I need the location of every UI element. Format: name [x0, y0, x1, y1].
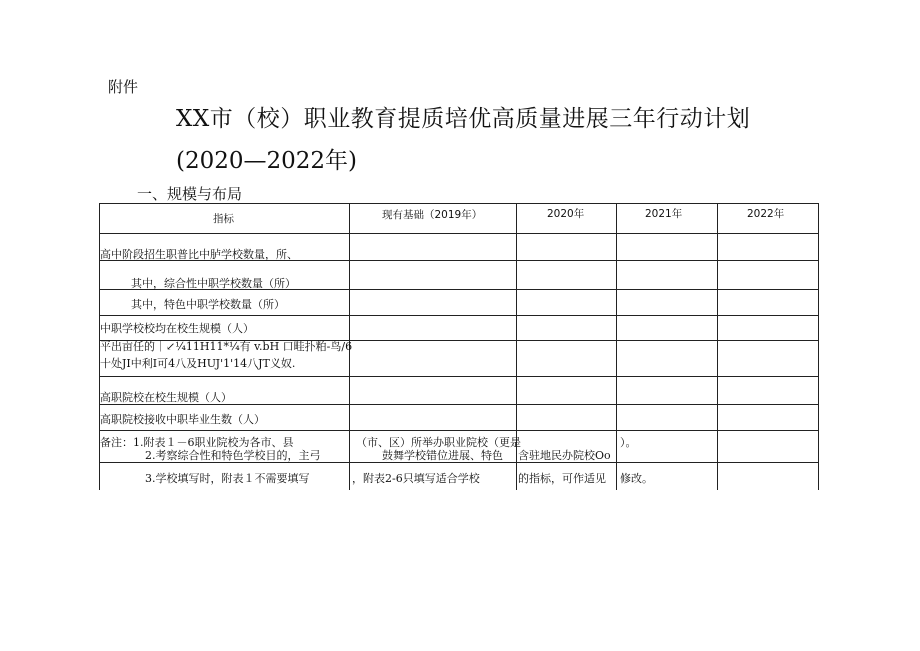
note-text: 3.学校填写时，附表１不需要填写: [145, 472, 310, 485]
header-2021: 2021年: [645, 208, 683, 220]
header-2020: 2020年: [547, 208, 585, 220]
note-text: 含驻地民办院校Oo: [518, 449, 611, 462]
note-text: 鼓舞学校错位进展、特色: [382, 449, 503, 462]
note-text: 备注：1.附表１－6职业院校为各市、县: [100, 436, 294, 449]
row-label: 平出亩任的｜↙¼11H11*¼有 v.bH 口畦扑粕-鸟/6: [100, 340, 353, 353]
row-label: 其中，特色中职学校数量（所）: [131, 298, 285, 311]
table-rule: [99, 430, 818, 431]
row-label: 十处JI中利I可4八及HUJ'1'14八JT义奴.: [100, 357, 296, 370]
table-border-top: [99, 203, 818, 204]
note-text: ）。: [620, 436, 637, 449]
table-rule: [99, 233, 818, 234]
note-text: ，附表2-6只填写适合学校: [352, 472, 480, 485]
row-label: 中职学校校均在校生规模（人）: [100, 322, 254, 335]
header-baseline-2019: 现有基础（2019年）: [382, 209, 483, 221]
table-rule: [99, 315, 818, 316]
table-rule: [99, 376, 818, 377]
row-label: 高职院校接收中职毕业生数（人）: [100, 413, 265, 426]
section-heading: 一、规模与布局: [137, 185, 243, 203]
row-label: 高中阶段招生职普比中胪学校数量，所、: [100, 248, 298, 261]
row-label: 其中，综合性中职学校数量（所）: [131, 277, 296, 290]
header-indicator: 指标: [213, 213, 234, 225]
note-text: （市、区）所举办职业院校（更是: [356, 436, 521, 449]
document-title: XX市（校）职业教育提质培优高质量进展三年行动计划: [176, 106, 751, 132]
header-2022: 2022年: [747, 208, 785, 220]
note-text: 修改。: [620, 472, 653, 485]
row-label: 高职院校在校生规模（人）: [100, 391, 232, 404]
document-subtitle-years: (2020—2022年): [176, 148, 358, 174]
attachment-label: 附件: [108, 78, 139, 96]
table-column-divider: [616, 203, 617, 490]
table-column-divider: [717, 203, 718, 490]
table-border-right: [818, 203, 819, 490]
note-text: 的指标，可作适见: [518, 472, 606, 485]
note-text: 2.考察综合性和特色学校目的，主弓: [145, 449, 321, 462]
